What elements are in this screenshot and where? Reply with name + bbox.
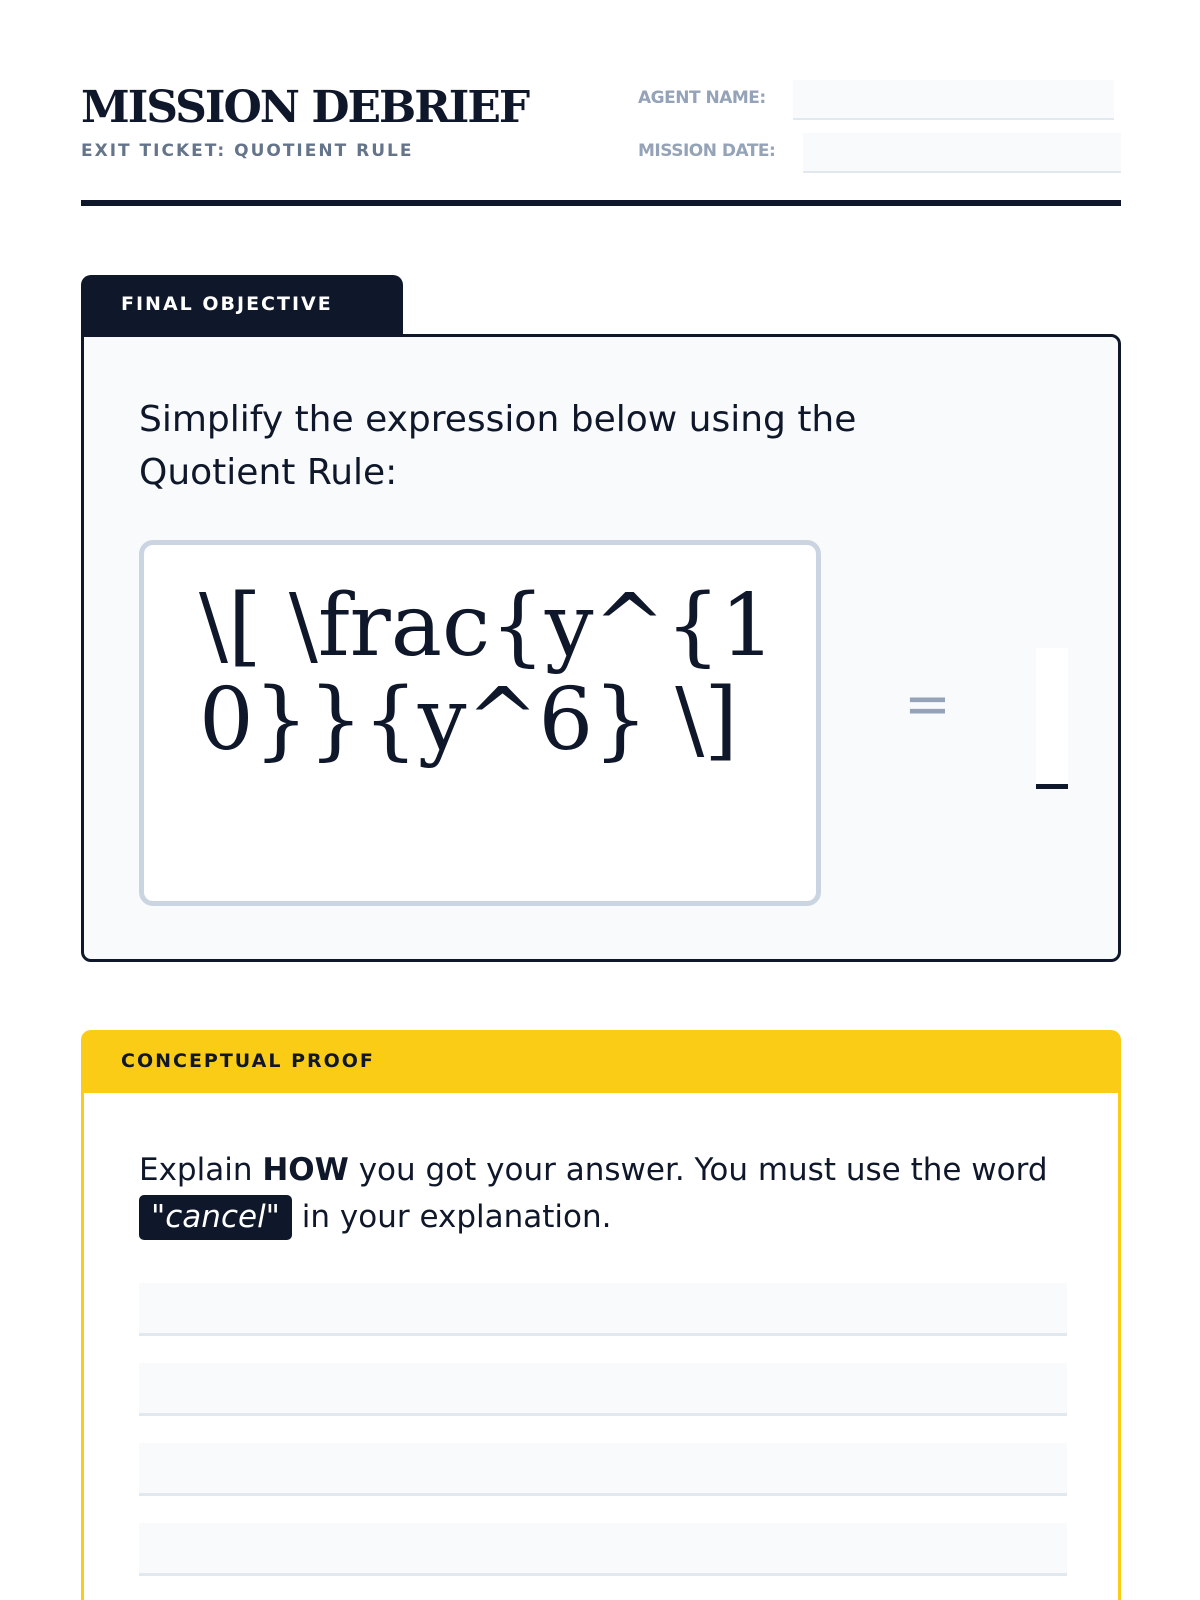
header (81, 80, 1121, 206)
header-divider (81, 200, 1121, 206)
proof-prompt-after: in your explanation. (291, 1199, 612, 1235)
agent-name-label: AGENT NAME: (638, 88, 766, 108)
proof-prompt-emphasis: HOW (262, 1152, 349, 1188)
conceptual-proof-tab-label: CONCEPTUAL PROOF (121, 1050, 375, 1072)
objective-prompt: Simplify the expression below using the Quotient Rule: (139, 399, 857, 493)
final-objective-tab-label: FINAL OBJECTIVE (121, 293, 333, 315)
proof-prompt-middle: you got your answer. You must use the word (348, 1152, 1048, 1188)
answer-line[interactable] (139, 1523, 1067, 1576)
page-subtitle: EXIT TICKET: QUOTIENT RULE (81, 141, 414, 161)
conceptual-proof-panel (81, 1090, 1121, 1600)
expression-box (139, 540, 821, 906)
final-objective-tab (81, 275, 403, 337)
mission-date-label: MISSION DATE: (638, 141, 776, 161)
proof-prompt-before: Explain (139, 1152, 263, 1188)
final-objective-panel (81, 334, 1121, 962)
mission-date-field[interactable] (803, 133, 1121, 173)
page-title: MISSION DEBRIEF (81, 82, 529, 133)
answer-line[interactable] (139, 1283, 1067, 1336)
answer-input[interactable] (1036, 648, 1068, 789)
answer-line[interactable] (139, 1443, 1067, 1496)
keyword-badge: "cancel" (139, 1195, 292, 1240)
answer-line[interactable] (139, 1363, 1067, 1416)
proof-prompt (139, 1147, 1089, 1241)
conceptual-proof-tab (81, 1030, 1121, 1093)
equals-sign: = (904, 672, 951, 737)
expression-text: \[ \frac{y^{10}}{y^6} \] (199, 576, 776, 770)
agent-name-field[interactable] (793, 80, 1114, 120)
